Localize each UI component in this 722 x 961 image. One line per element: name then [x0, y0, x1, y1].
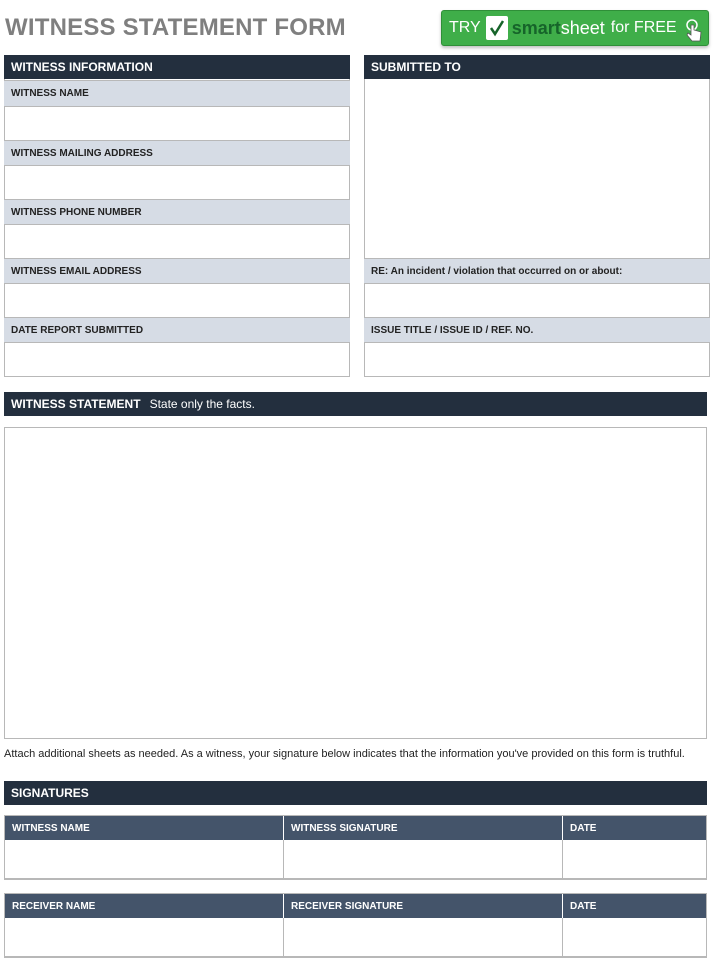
receiver-date-column-header: DATE [570, 900, 597, 912]
witness-signature-column-header: WITNESS SIGNATURE [284, 816, 563, 840]
witness-name-column-header: WITNESS NAME [5, 816, 284, 840]
witness-name-label: WITNESS NAME [4, 80, 350, 107]
receiver-name-cell[interactable] [5, 918, 284, 956]
witness-phone-number-field[interactable] [5, 225, 349, 258]
pointer-hand-icon [684, 19, 704, 43]
receiver-signature-table [4, 893, 707, 958]
incident-date-field[interactable] [365, 284, 709, 317]
witness-phone-number-label: WITNESS PHONE NUMBER [4, 199, 350, 225]
witness-email-address-field[interactable] [5, 284, 349, 317]
receiver-name-column-header: RECEIVER NAME [5, 894, 284, 918]
smartsheet-logo: smartsheet [511, 17, 605, 38]
witness-mailing-address-label: WITNESS MAILING ADDRESS [4, 140, 350, 166]
witness-signature-table [4, 815, 707, 880]
witness-date-column-header: DATE [570, 822, 597, 834]
witness-information-header: WITNESS INFORMATION [4, 55, 350, 79]
issue-title-label: ISSUE TITLE / ISSUE ID / REF. NO. [364, 317, 710, 343]
submitted-to-header: SUBMITTED TO [364, 55, 710, 79]
witness-email-address-label: WITNESS EMAIL ADDRESS [4, 258, 350, 284]
witness-statement-title: WITNESS STATEMENT [11, 397, 141, 411]
signatures-header: SIGNATURES [4, 781, 707, 805]
witness-date-cell[interactable] [563, 840, 706, 878]
witness-name-cell[interactable] [5, 840, 284, 878]
date-report-submitted-field[interactable] [5, 343, 349, 376]
checkmark-icon [486, 16, 508, 40]
cta-try-label: TRY [449, 19, 481, 36]
witness-signature-cell[interactable] [284, 840, 563, 878]
try-smartsheet-button[interactable] [441, 10, 709, 46]
witness-mailing-address-field[interactable] [5, 166, 349, 199]
receiver-signature-cell[interactable] [284, 918, 563, 956]
cta-suffix-label: for FREE [610, 19, 677, 36]
submitted-to-field[interactable] [365, 79, 709, 258]
witness-statement-header [4, 392, 707, 416]
page-title: WITNESS STATEMENT FORM [5, 14, 346, 41]
receiver-date-cell[interactable] [563, 918, 706, 956]
incident-date-label: RE: An incident / violation that occurred on or about: [364, 258, 710, 284]
date-report-submitted-label: DATE REPORT SUBMITTED [4, 317, 350, 343]
witness-statement-hint: State only the facts. [149, 397, 255, 411]
issue-title-field[interactable] [365, 343, 709, 376]
witness-statement-textarea[interactable] [4, 427, 707, 739]
receiver-signature-column-header: RECEIVER SIGNATURE [284, 894, 563, 918]
attachment-note: Attach additional sheets as needed. As a witness, your signature below indicates that the information you've provided on this form is truthful. [4, 748, 685, 760]
witness-name-field[interactable] [5, 107, 349, 140]
